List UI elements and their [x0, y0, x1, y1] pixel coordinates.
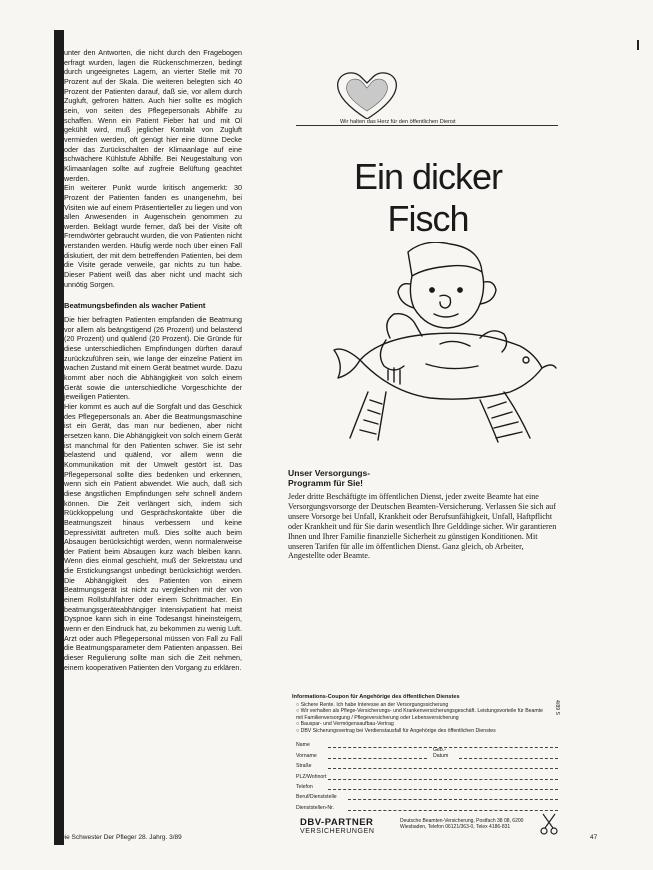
- ad-headline: [298, 156, 558, 240]
- section-heading: Beatmungsbefinden als wacher Patient: [64, 301, 206, 311]
- ad-tagline: Wir halten das Herz für den öffentlichen Dienst: [340, 119, 456, 125]
- field-label: Vorname: [296, 752, 317, 759]
- headline-line: Fisch: [387, 198, 469, 239]
- coupon-option[interactable]: ○ Bauspar- und Vermögensaufbau-Vertrag: [296, 721, 394, 728]
- coupon-option[interactable]: ○ DBV Sicherungsvertrag bei Verdienstausfall für Angehörige des öffentlichen Dienstes: [296, 727, 496, 734]
- journal-footer: Die Schwester Der Pfleger 28. Jahrg. 3/89: [60, 834, 182, 841]
- logo-line: VERSICHERUNGEN: [300, 828, 375, 835]
- fish-illustration: [330, 242, 565, 447]
- headline-line: Ein dicker: [353, 156, 503, 197]
- ad-header: [296, 55, 558, 135]
- heart-logo-icon: [332, 65, 402, 125]
- dbv-address: Deutsche Beamten-Versicherung, Postfach 38 08, 6200 Wiesbaden, Telefon 06121/363-0, Telex 4186-831: [400, 818, 524, 830]
- scissors-icon: [540, 812, 558, 836]
- field-row: [296, 769, 558, 779]
- street-field[interactable]: [328, 762, 558, 769]
- article-paragraph: Hier kommt es auch auf die Sorgfalt und das Geschick des Pflegepersonals an. Aber die Beatmungsmaschine ist ein Gerät, das man nur bedienen, aber nicht ersetzen kann. Die Abhängigkeit von solch einem Gerät ist manchmal für den Patienten schwer. Sie ist sehr belastend und quälend, vor allem wenn die Kommunikation mit der Umwelt gestört ist. Das Pflegepersonal sollte dies bedenken und erkennen, wenn sich ein Patient abwendet. Wie auch, daß sich diese ängstlichen Empfindungen sehr schnell ändern können. Die Zeit verlängert sich, indem sich Rückkoppelung und Gesprächskontakte über die Beatmungszeit hinaus verbessern und keine Depressivität auftreten muß. Dies sollte auch beim Absaugen berücksichtigt werden, wenn normalerweise der Patient beim Absaugen kurz wach bleiben kann. Wenn dies einmal geschieht, muß der Sekretstau und die Erstickungsangst unbedingt berücksichtigt werden. Die Abhängigkeit des Patienten von einem Beatmungsgerät ist nicht zu vergleichen mit der von einem Rollstuhlfahrer oder einem Schrittmacher. Ein beatmungsgeräteabhängiger Intensivpatient hat meist Dyspnoe kann sich in eine Todesangst hineinsteigern, wenn er den Eindruck hat, zu bekommen zu wenig Luft. Arzt oder auch Pflegepersonal müssen von Fall zu Fall die Beatmungsparameter dem Patienten anpassen. Bei dieser Regulierung sollte man sich die Zeit nehmen, einem kooperativen Patienten den Vorgang zu erklären.: [64, 401, 242, 672]
- coupon-options: [296, 702, 544, 734]
- phone-field[interactable]: [328, 783, 558, 790]
- field-row: [296, 800, 558, 810]
- coupon-option: mit Familienversorgung / Pflegeversicherung oder Lebensversicherung: [296, 714, 459, 721]
- article-paragraph: Die hier befragten Patienten empfanden die Beatmung vor allem als beängstigend (26 Prozent) und belastend (20 Prozent) und quälend (20 Prozent). Die Gründe für diese unterschiedlichen Empfindungen dürften darauf zurückzuführen sein, wie lange der einzelne Patient im wachen Zustand mit einem Gerät beatmet wurde. Dazu kommt aber noch die Abhängigkeit von solch einem Gerät sowie die unterschiedliche Vorgeschichte der jeweiligen Patienten.: [64, 315, 242, 402]
- field-label: Name: [296, 742, 310, 749]
- field-label: PLZ/Wohnort: [296, 773, 327, 780]
- birthdate-field[interactable]: [459, 752, 558, 759]
- coupon-code: 4/89 S: [554, 700, 560, 715]
- edge-mark: [637, 40, 639, 50]
- page-binding-edge: [54, 30, 64, 845]
- first-name-field[interactable]: [328, 752, 427, 759]
- offer-block: [288, 468, 558, 561]
- coupon-title: Informations-Coupon für Angehörige des öffentlichen Dienstes: [292, 694, 460, 700]
- info-coupon: [292, 694, 560, 816]
- field-label: Telefon: [296, 783, 313, 790]
- field-label: Beruf/Dienststelle: [296, 794, 337, 801]
- offer-title: [288, 468, 558, 488]
- logo-line: DBV-PARTNER: [300, 817, 374, 828]
- field-row: [296, 780, 558, 790]
- offer-title-line: Programm für Sie!: [288, 478, 363, 488]
- dbv-logo: [300, 818, 375, 836]
- header-rule: [296, 125, 558, 126]
- field-label: Dienststellen-Nr.: [296, 804, 335, 811]
- field-row: [296, 790, 558, 800]
- occupation-field[interactable]: [348, 793, 558, 800]
- offer-title-line: Unser Versorgungs-: [288, 468, 371, 478]
- field-label: Geb.-Datum: [433, 746, 449, 759]
- office-number-field[interactable]: [348, 804, 558, 811]
- page-number: 47: [590, 834, 598, 841]
- offer-text: Jeder dritte Beschäftigte im öffentlichen Dienst, jeder zweite Beamte hat eine Versorgungsvorsorge der Deutschen Beamten-Versicherung. Verlassen Sie sich auf unsere Vorsorge bei Unfall, Krankheit oder Berufsunfähigkeit, Unfall, Haftpflicht oder Krankheit und für Sie darin wesentlich Ihre Gelddinge sicher. Wir garantieren Ihnen und Ihrer Familie finanzielle Sicherheit zu günstigen Konditionen. Mit unseren Tarifen für alle im öffentlichen Dienst. Ganz gleich, ob Arbeiter, Angestellte oder Beamte.: [288, 492, 557, 561]
- city-field[interactable]: [328, 773, 558, 780]
- coupon-option[interactable]: ○ Sichere Rente. Ich habe Interesse an der Versorgungssicherung: [296, 702, 449, 708]
- field-row: [296, 759, 558, 769]
- article-column: [64, 48, 242, 838]
- coupon-fields: [296, 738, 558, 811]
- field-row: [296, 748, 558, 758]
- coupon-option[interactable]: ○ Wir verhalten als Pflege-Versicherungs- und Krankenversicherungsgeschäft. Leistungsvorteile für Beamte: [296, 708, 544, 715]
- article-paragraph: Ein weiterer Punkt wurde kritisch angemerkt: 30 Prozent der Patienten fanden es unangenehm, bei Visiten wie auf einem Präsentierteller zu liegen und von allen Anwesenden in Augenschein genommen zu werden. Beklagt wurde ferner, daß bei der Visite oft Fremdwörter gebraucht wurden, die von Patienten nicht verstanden werden. Häufig werde noch über einen Fall diskutiert, der mit dem betreffenden Patienten, bei dem die Visite gerade verweile, gar nichts zu tun habe. Dieser Patient weiß das aber nicht und macht sich unnötig Sorgen.: [64, 183, 242, 289]
- article-paragraph: unter den Antworten, die nicht durch den Fragebogen erfragt wurden, lagen die Rückenschmerzen, bedingt durch ungeeignetes Lagern, an vierter Stelle mit 70 Prozent auf der Skala. Die weiteren belegten sich 40 Prozent der Patienten darauf, daß sie, vor allem durch Zugluft, gefroren hätten. Auch hier sollte es möglich sein, von seiten des Pflegepersonals Abhilfe zu schaffen. Wenn ein Patient Fieber hat und mit Ol gekühlt wird, muß jeglicher Kontakt von Zugluft vermieden werden, oft genügt hier eine dünne Decke oder das Zurückschalten der Klimaanlage auf eine schwächere Kühlstufe Abhilfe. Bei Neugestaltung von Klimaanlagen sollte auf zugfreie Belüftung geachtet werden.: [64, 48, 242, 183]
- field-row: [296, 738, 558, 748]
- field-label: Straße: [296, 763, 312, 770]
